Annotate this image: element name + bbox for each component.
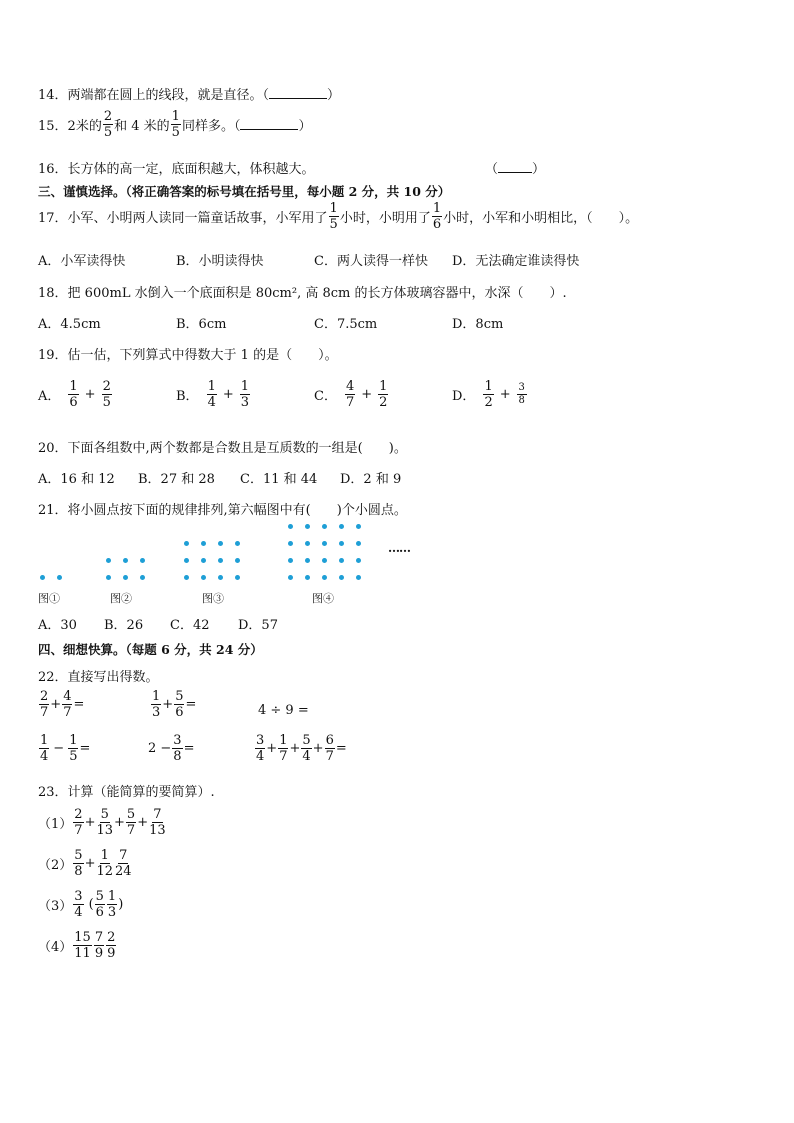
calc-item-1: （1） $\frac{2}{7}$ + $\frac{5}{13}$ + $\frac{5}{7}$ + $\frac{7}{13}$ bbox=[38, 807, 166, 838]
question-23: 23．计算（能简算的要简算）. bbox=[38, 785, 215, 800]
dot bbox=[184, 575, 189, 580]
dot bbox=[235, 575, 240, 580]
dot bbox=[339, 558, 344, 563]
option-c[interactable]: C．42 bbox=[170, 618, 210, 633]
figure-label-3: 图③ bbox=[202, 592, 224, 605]
option-c[interactable]: C．7.5cm bbox=[314, 317, 378, 332]
question-22: 22．直接写出得数。 bbox=[38, 670, 159, 685]
expression: $\frac{1}{3}$ + $\frac{5}{6}$ = bbox=[152, 689, 197, 720]
question-15: 15．2米的 $\frac{2}{5}$ 和 4 米的 $\frac{1}{5}$ 同样多。（ ） bbox=[38, 109, 312, 140]
answer-blank[interactable] bbox=[240, 119, 298, 130]
dot bbox=[201, 575, 206, 580]
expression: 2 − $\frac{3}{8}$ = bbox=[148, 733, 195, 764]
option-b[interactable]: B．小明读得快 bbox=[176, 254, 264, 269]
option-b[interactable]: B．27 和 28 bbox=[138, 472, 215, 487]
dot bbox=[288, 524, 293, 529]
dot bbox=[235, 558, 240, 563]
option-d[interactable]: D．2 和 9 bbox=[340, 472, 402, 487]
dot bbox=[201, 558, 206, 563]
dot bbox=[305, 575, 310, 580]
dot bbox=[356, 575, 361, 580]
dot bbox=[305, 558, 310, 563]
dot bbox=[106, 558, 111, 563]
answer-paren: （ ） bbox=[485, 162, 546, 177]
dot bbox=[356, 541, 361, 546]
question-14: 14．两端都在圆上的线段，就是直径。（ ） bbox=[38, 88, 341, 103]
expression: 4 ÷ 9 = bbox=[258, 703, 309, 718]
dot bbox=[322, 541, 327, 546]
question-17: 17．小军、小明两人读同一篇童话故事，小军用了 $\frac{1}{5}$ 小时，小明用了 $\frac{1}{6}$ 小时，小军和小明相比，（ ）。 bbox=[38, 201, 639, 232]
dot bbox=[40, 575, 45, 580]
calc-item-4: （4） $\frac{15}{11}$ $\frac{7}{9}$ $\frac{2}{9}$ bbox=[38, 930, 116, 961]
option-a[interactable]: A．30 bbox=[38, 618, 77, 633]
option-c[interactable]: C．两人读得一样快 bbox=[314, 254, 428, 269]
option-b[interactable]: B．6cm bbox=[176, 317, 227, 332]
dot bbox=[184, 541, 189, 546]
question-19: 19．估一估，下列算式中得数大于 1 的是（ ）。 bbox=[38, 348, 338, 363]
option-a[interactable]: A．4.5cm bbox=[38, 317, 101, 332]
dot bbox=[322, 558, 327, 563]
dot bbox=[218, 558, 223, 563]
figure-label-2: 图② bbox=[110, 592, 132, 605]
option-d[interactable]: D． $\frac{1}{2}$ + $\frac{3}{8}$ bbox=[452, 379, 525, 410]
question-18: 18．把 600mL 水倒入一个底面积是 80cm², 高 8cm 的长方体玻璃容器中，水深（ ）. bbox=[38, 286, 567, 301]
calc-item-2: （2） $\frac{5}{8}$ + $\frac{1}{12}$ $\frac{7}{24}$ bbox=[38, 848, 132, 879]
option-a[interactable]: A． $\frac{1}{6}$ + $\frac{2}{5}$ bbox=[38, 379, 111, 410]
dot bbox=[106, 575, 111, 580]
dot bbox=[218, 541, 223, 546]
answer-blank[interactable] bbox=[498, 162, 532, 173]
dot bbox=[140, 575, 145, 580]
dot bbox=[140, 558, 145, 563]
dot bbox=[322, 575, 327, 580]
option-d[interactable]: D．8cm bbox=[452, 317, 504, 332]
calc-item-3: （3） $\frac{3}{4}$ ( $\frac{5}{6}$ $\frac{1}{3}$ ) bbox=[38, 889, 124, 920]
section-heading-3: 三、谨慎选择。（将正确答案的标号填在括号里，每小题 2 分，共 10 分） bbox=[38, 184, 451, 199]
dot bbox=[201, 541, 206, 546]
dot bbox=[356, 524, 361, 529]
dot bbox=[339, 541, 344, 546]
dot bbox=[123, 558, 128, 563]
dot bbox=[339, 575, 344, 580]
dot bbox=[305, 541, 310, 546]
ellipsis: …… bbox=[388, 541, 410, 555]
answer-blank[interactable] bbox=[269, 88, 327, 99]
dot bbox=[235, 541, 240, 546]
question-21: 21．将小圆点按下面的规律排列,第六幅图中有( )个小圆点。 bbox=[38, 503, 407, 518]
question-16: 16．长方体的高一定，底面积越大，体积越大。 bbox=[38, 162, 315, 177]
dot bbox=[57, 575, 62, 580]
dot bbox=[305, 524, 310, 529]
dot bbox=[123, 575, 128, 580]
section-heading-4: 四、细想快算。（每题 6 分，共 24 分） bbox=[38, 642, 263, 657]
dot bbox=[218, 575, 223, 580]
question-20: 20．下面各组数中,两个数都是合数且是互质数的一组是( )。 bbox=[38, 441, 407, 456]
dot bbox=[288, 541, 293, 546]
fraction: $\frac{2}{5}$ bbox=[103, 109, 113, 140]
dot bbox=[288, 575, 293, 580]
option-c[interactable]: C．11 和 44 bbox=[240, 472, 318, 487]
option-c[interactable]: C． $\frac{4}{7}$ + $\frac{1}{2}$ bbox=[314, 379, 388, 410]
fraction: $\frac{1}{6}$ bbox=[432, 201, 442, 232]
dot bbox=[288, 558, 293, 563]
figure-label-1: 图① bbox=[38, 592, 60, 605]
option-b[interactable]: B． $\frac{1}{4}$ + $\frac{1}{3}$ bbox=[176, 379, 250, 410]
option-a[interactable]: A．小军读得快 bbox=[38, 254, 126, 269]
fraction: $\frac{1}{5}$ bbox=[171, 109, 180, 140]
expression: $\frac{3}{4}$ + $\frac{1}{7}$ + $\frac{5}{4}$ + $\frac{6}{7}$ = bbox=[256, 733, 347, 764]
dot bbox=[356, 558, 361, 563]
figure-label-4: 图④ bbox=[312, 592, 334, 605]
dot bbox=[322, 524, 327, 529]
option-a[interactable]: A．16 和 12 bbox=[38, 472, 115, 487]
dot bbox=[184, 558, 189, 563]
dot bbox=[339, 524, 344, 529]
expression: $\frac{1}{4}$ − $\frac{1}{5}$ = bbox=[40, 733, 91, 764]
expression: $\frac{2}{7}$ + $\frac{4}{7}$ = bbox=[40, 689, 85, 720]
option-b[interactable]: B．26 bbox=[104, 618, 144, 633]
fraction: $\frac{1}{5}$ bbox=[329, 201, 338, 232]
option-d[interactable]: D．无法确定谁读得快 bbox=[452, 254, 580, 269]
option-d[interactable]: D．57 bbox=[238, 618, 278, 633]
